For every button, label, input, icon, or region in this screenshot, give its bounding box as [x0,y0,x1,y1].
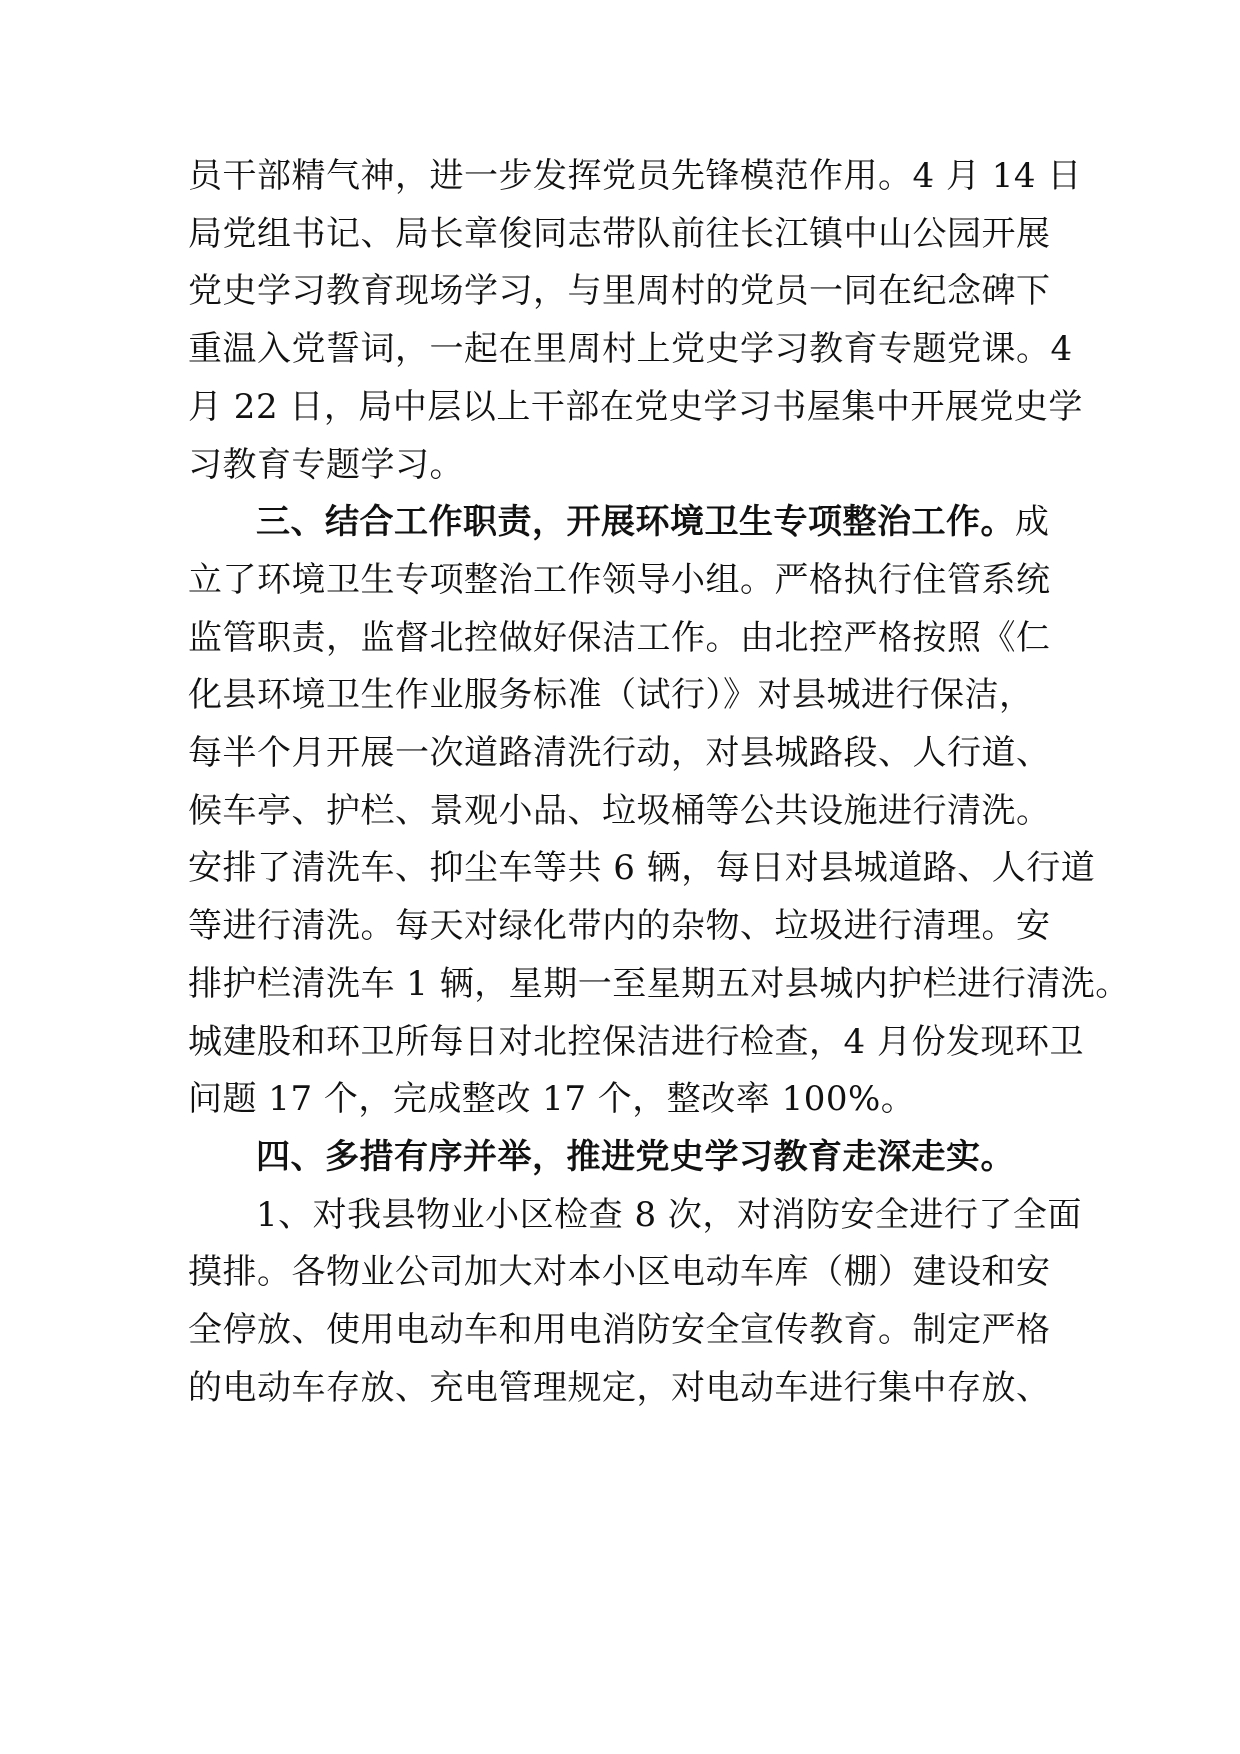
body-text: 全停放、使用电动车和用电消防安全宣传教育。制定严格 [188,1310,1051,1350]
body-text: 城建股和环卫所每日对北控保洁进行检查，4 月份发现环卫 [188,1021,1084,1062]
text-line [256,1135,1068,1179]
body-text: 监管职责，监督北控做好保洁工作。由北控严格按照《仁 [188,617,1051,658]
text-line [188,1250,1068,1294]
body-text: 候车亭、护栏、景观小品、垃圾桶等公共设施进行清洗。 [188,790,1051,831]
body-text: 党史学习教育现场学习，与里周村的党员一同在纪念碑下 [188,271,1051,312]
body-text: 习教育专题学习。 [188,444,464,485]
text-line [188,385,1083,429]
text-line [188,731,1068,775]
body-text: 安排了清洗车、抑尘车等共 6 辆，每日对县城道路、人行道 [188,848,1096,889]
text-line [188,673,1068,717]
body-text: 化县环境卫生作业服务标准（试行）》对县城进行保洁， [188,675,1034,716]
text-line [256,500,1068,544]
text-line [188,558,1068,602]
heading-text: 四、多措有序并举，推进党史学习教育走深走实。 [256,1136,1015,1177]
text-line [188,443,1068,487]
text-line [256,1193,1082,1237]
text-line [188,269,1068,313]
text-line [188,1308,1068,1352]
body-text: 立了环境卫生专项整治工作领导小组。严格执行住管系统 [188,559,1051,600]
body-text: 重温入党誓词，一起在里周村上党史学习教育专题党课。4 [188,329,1073,370]
heading-text: 三、结合工作职责，开展环境卫生专项整治工作。 [256,502,1015,543]
body-text: 局党组书记、局长章俊同志带队前往长江镇中山公园开展 [188,213,1051,254]
text-line [188,1366,1068,1410]
body-text: 员干部精气神，进一步发挥党员先锋模范作用。4 月 14 日 [188,156,1082,196]
text-line [188,616,1068,660]
text-line [188,212,1068,256]
body-text: 成 [1015,502,1050,543]
text-line [188,1077,1068,1121]
body-text: 的电动车存放、充电管理规定，对电动车进行集中存放、 [188,1367,1051,1408]
body-text: 月 22 日，局中层以上干部在党史学习书屋集中开展党史学 [188,386,1083,427]
body-text: 摸排。各物业公司加大对本小区电动车库（棚）建设和安 [188,1252,1051,1293]
text-line [188,789,1068,833]
body-text: 1、对我县物业小区检查 8 次，对消防安全进行了全面 [256,1194,1082,1235]
text-line [188,846,1096,890]
text-line [188,327,1073,371]
text-line [188,154,1082,198]
text-line [188,962,1130,1006]
body-text: 排护栏清洗车 1 辆，星期一至星期五对县城内护栏进行清洗。 [188,963,1130,1004]
body-text: 问题 17 个，完成整改 17 个，整改率 100%。 [188,1079,916,1120]
text-line [188,904,1068,948]
body-text: 每半个月开展一次道路清洗行动，对县城路段、人行道、 [188,733,1051,773]
text-line [188,1020,1084,1064]
body-text: 等进行清洗。每天对绿化带内的杂物、垃圾进行清理。安 [188,906,1051,947]
